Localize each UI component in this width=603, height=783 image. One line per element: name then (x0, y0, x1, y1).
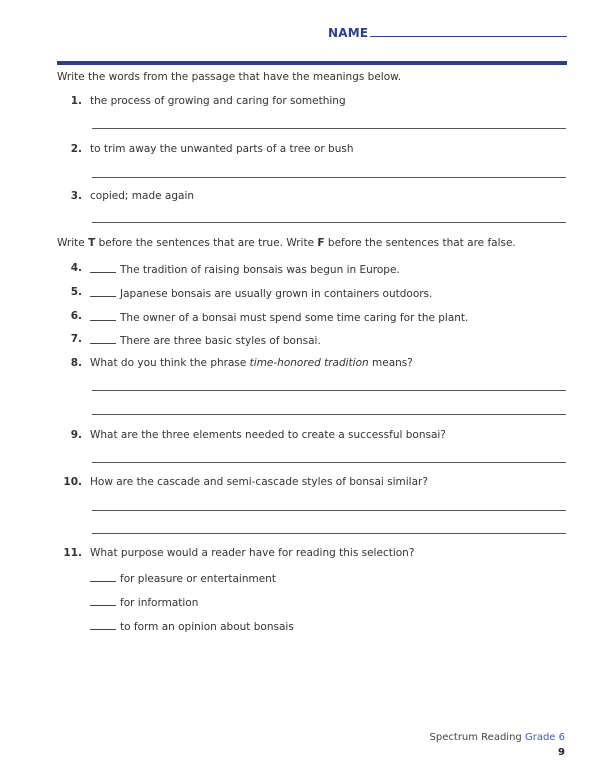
instructions-part: before the sentences that are true. Write (95, 237, 318, 249)
instructions-part: Write (57, 237, 89, 249)
item-number: 3. (70, 190, 82, 202)
option-blank[interactable] (90, 619, 116, 630)
header-divider (57, 61, 567, 65)
name-label: NAME (328, 26, 369, 40)
section1-instructions: Write the words from the passage that have the meanings below. (57, 71, 402, 83)
footer-grade: Grade 6 (524, 732, 565, 743)
answer-line-8b[interactable] (92, 414, 566, 415)
item-text: the process of growing and caring for something (90, 95, 346, 107)
tf-text: The owner of a bonsai must spend some time caring for the plant. (120, 312, 469, 324)
item-number: 9. (70, 429, 82, 441)
item-number: 2. (70, 143, 82, 155)
item-number: 7. (70, 333, 82, 345)
tf-blank[interactable] (90, 333, 116, 344)
option-blank[interactable] (90, 571, 116, 582)
footer-credit (430, 732, 565, 743)
tf-blank[interactable] (90, 262, 116, 273)
page-number: 9 (558, 747, 565, 758)
answer-line-1[interactable] (92, 128, 566, 129)
tf-blank[interactable] (90, 286, 116, 297)
false-marker: F (317, 237, 325, 249)
question-text: How are the cascade and semi-cascade styles of bonsai similar? (90, 476, 428, 488)
item-number: 11. (63, 547, 82, 559)
item-number: 5. (70, 286, 82, 298)
question-text: What purpose would a reader have for reading this selection? (90, 547, 415, 559)
item-number: 6. (70, 310, 82, 322)
option-blank[interactable] (90, 595, 116, 606)
purpose-option (90, 619, 294, 634)
item-number: 4. (70, 262, 82, 274)
tf-item (90, 333, 321, 348)
question-part: means? (368, 357, 413, 369)
item-number: 10. (63, 476, 82, 488)
question-text (90, 357, 413, 370)
italic-phrase: time-honored tradition (249, 357, 369, 369)
answer-line-3[interactable] (92, 222, 566, 223)
instructions-part: before the sentences that are false. (324, 237, 516, 249)
answer-line-10a[interactable] (92, 510, 566, 511)
answer-line-9[interactable] (92, 462, 566, 463)
question-text: What are the three elements needed to create a successful bonsai? (90, 429, 446, 441)
answer-line-10b[interactable] (92, 533, 566, 534)
footer-brand: Spectrum Reading (429, 732, 522, 743)
section2-instructions (57, 237, 516, 250)
tf-blank[interactable] (90, 310, 116, 321)
purpose-option (90, 595, 198, 610)
option-text: for pleasure or entertainment (120, 573, 276, 585)
option-text: to form an opinion about bonsais (120, 621, 294, 633)
true-marker: T (88, 237, 96, 249)
option-text: for information (120, 597, 199, 609)
tf-text: The tradition of raising bonsais was begun in Europe. (120, 264, 400, 276)
tf-text: Japanese bonsais are usually grown in containers outdoors. (120, 288, 433, 300)
purpose-option (90, 571, 276, 586)
tf-text: There are three basic styles of bonsai. (120, 335, 321, 347)
tf-item (90, 286, 432, 301)
answer-line-8a[interactable] (92, 390, 566, 391)
answer-line-2[interactable] (92, 177, 566, 178)
item-text: copied; made again (90, 190, 195, 202)
tf-item (90, 262, 400, 277)
item-number: 8. (70, 357, 82, 369)
question-part: What do you think the phrase (90, 357, 250, 369)
item-text: to trim away the unwanted parts of a tree or bush (90, 143, 354, 155)
name-answer-line[interactable] (370, 36, 567, 37)
item-number: 1. (70, 95, 82, 107)
tf-item (90, 310, 468, 325)
